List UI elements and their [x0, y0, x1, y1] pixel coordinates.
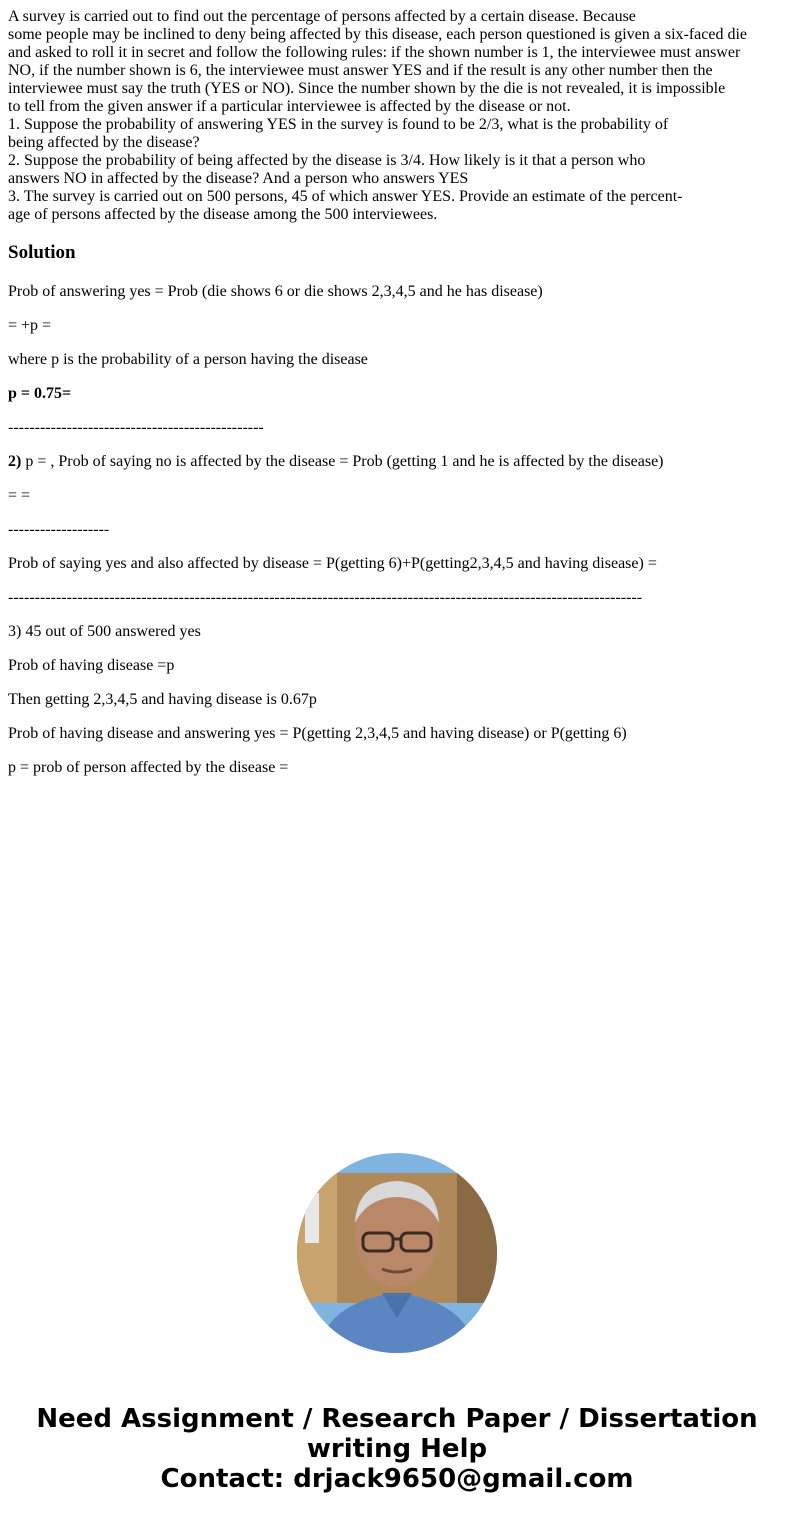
solution-line: Prob of answering yes = Prob (die shows 6 or die shows 2,3,4,5 and he has disease) [8, 283, 543, 300]
question-line: and asked to roll it in secret and follow the following rules: if the shown number is 1, the interviewee must answer [8, 44, 741, 61]
footer-contact: Contact: drjack9650@gmail.com [160, 1464, 634, 1494]
solution-line [8, 453, 664, 471]
question-line: being affected by the disease? [8, 134, 200, 151]
solution-line: Then getting 2,3,4,5 and having disease is 0.67p [8, 691, 317, 708]
solution-line: = +p = [8, 317, 52, 334]
solution-line: 3) 45 out of 500 answered yes [8, 623, 201, 640]
solution-line: Prob of having disease and answering yes = P(getting 2,3,4,5 and having disease) or P(getting 6) [8, 725, 627, 742]
question-text [8, 8, 788, 224]
question-line: interviewee must say the truth (YES or NO). Since the number shown by the die is not revealed, it is impossible [8, 80, 726, 97]
question-line: age of persons affected by the disease among the 500 interviewees. [8, 206, 438, 223]
solution-result: p = 0.75= [8, 385, 72, 402]
question-line: 3. The survey is carried out on 500 persons, 45 of which answer YES. Provide an estimate of the percent- [8, 188, 683, 205]
question-line: answers NO in affected by the disease? And a person who answers YES [8, 170, 469, 187]
solution-line-text: p = , Prob of saying no is affected by the disease = Prob (getting 1 and he is affected by the disease) [21, 453, 664, 470]
footer-banner [0, 1404, 794, 1494]
solution-line: Prob of saying yes and also affected by disease = P(getting 6)+P(getting2,3,4,5 and having disease) = [8, 555, 657, 572]
question-line: NO, if the number shown is 6, the interviewee must answer YES and if the result is any other number then the [8, 62, 713, 79]
question-line: some people may be inclined to deny being affected by this disease, each person questioned is given a six-faced die [8, 26, 748, 43]
footer-line: Need Assignment / Research Paper / Dissertation [36, 1404, 758, 1434]
question-line: A survey is carried out to find out the percentage of persons affected by a certain disease. Because [8, 8, 636, 25]
solution-line: = = [8, 487, 31, 504]
author-photo [297, 1153, 497, 1353]
question-line: 1. Suppose the probability of answering YES in the survey is found to be 2/3, what is the probability of [8, 116, 669, 133]
solution-heading: Solution [8, 242, 76, 263]
separator: ------------------- [8, 521, 110, 538]
author-photo-image [297, 1153, 497, 1353]
solution-line: Prob of having disease =p [8, 657, 175, 674]
separator: ------------------------------------------------ [8, 419, 264, 436]
footer-line: writing Help [306, 1434, 488, 1464]
question-line: to tell from the given answer if a particular interviewee is affected by the disease or not. [8, 98, 571, 115]
solution-line: where p is the probability of a person having the disease [8, 351, 368, 368]
separator: ----------------------------------------------------------------------------------------------------------------------- [8, 589, 643, 606]
part-number: 2) [8, 453, 22, 470]
question-line: 2. Suppose the probability of being affected by the disease is 3/4. How likely is it that a person who [8, 152, 646, 169]
solution-line: p = prob of person affected by the disease = [8, 759, 289, 776]
